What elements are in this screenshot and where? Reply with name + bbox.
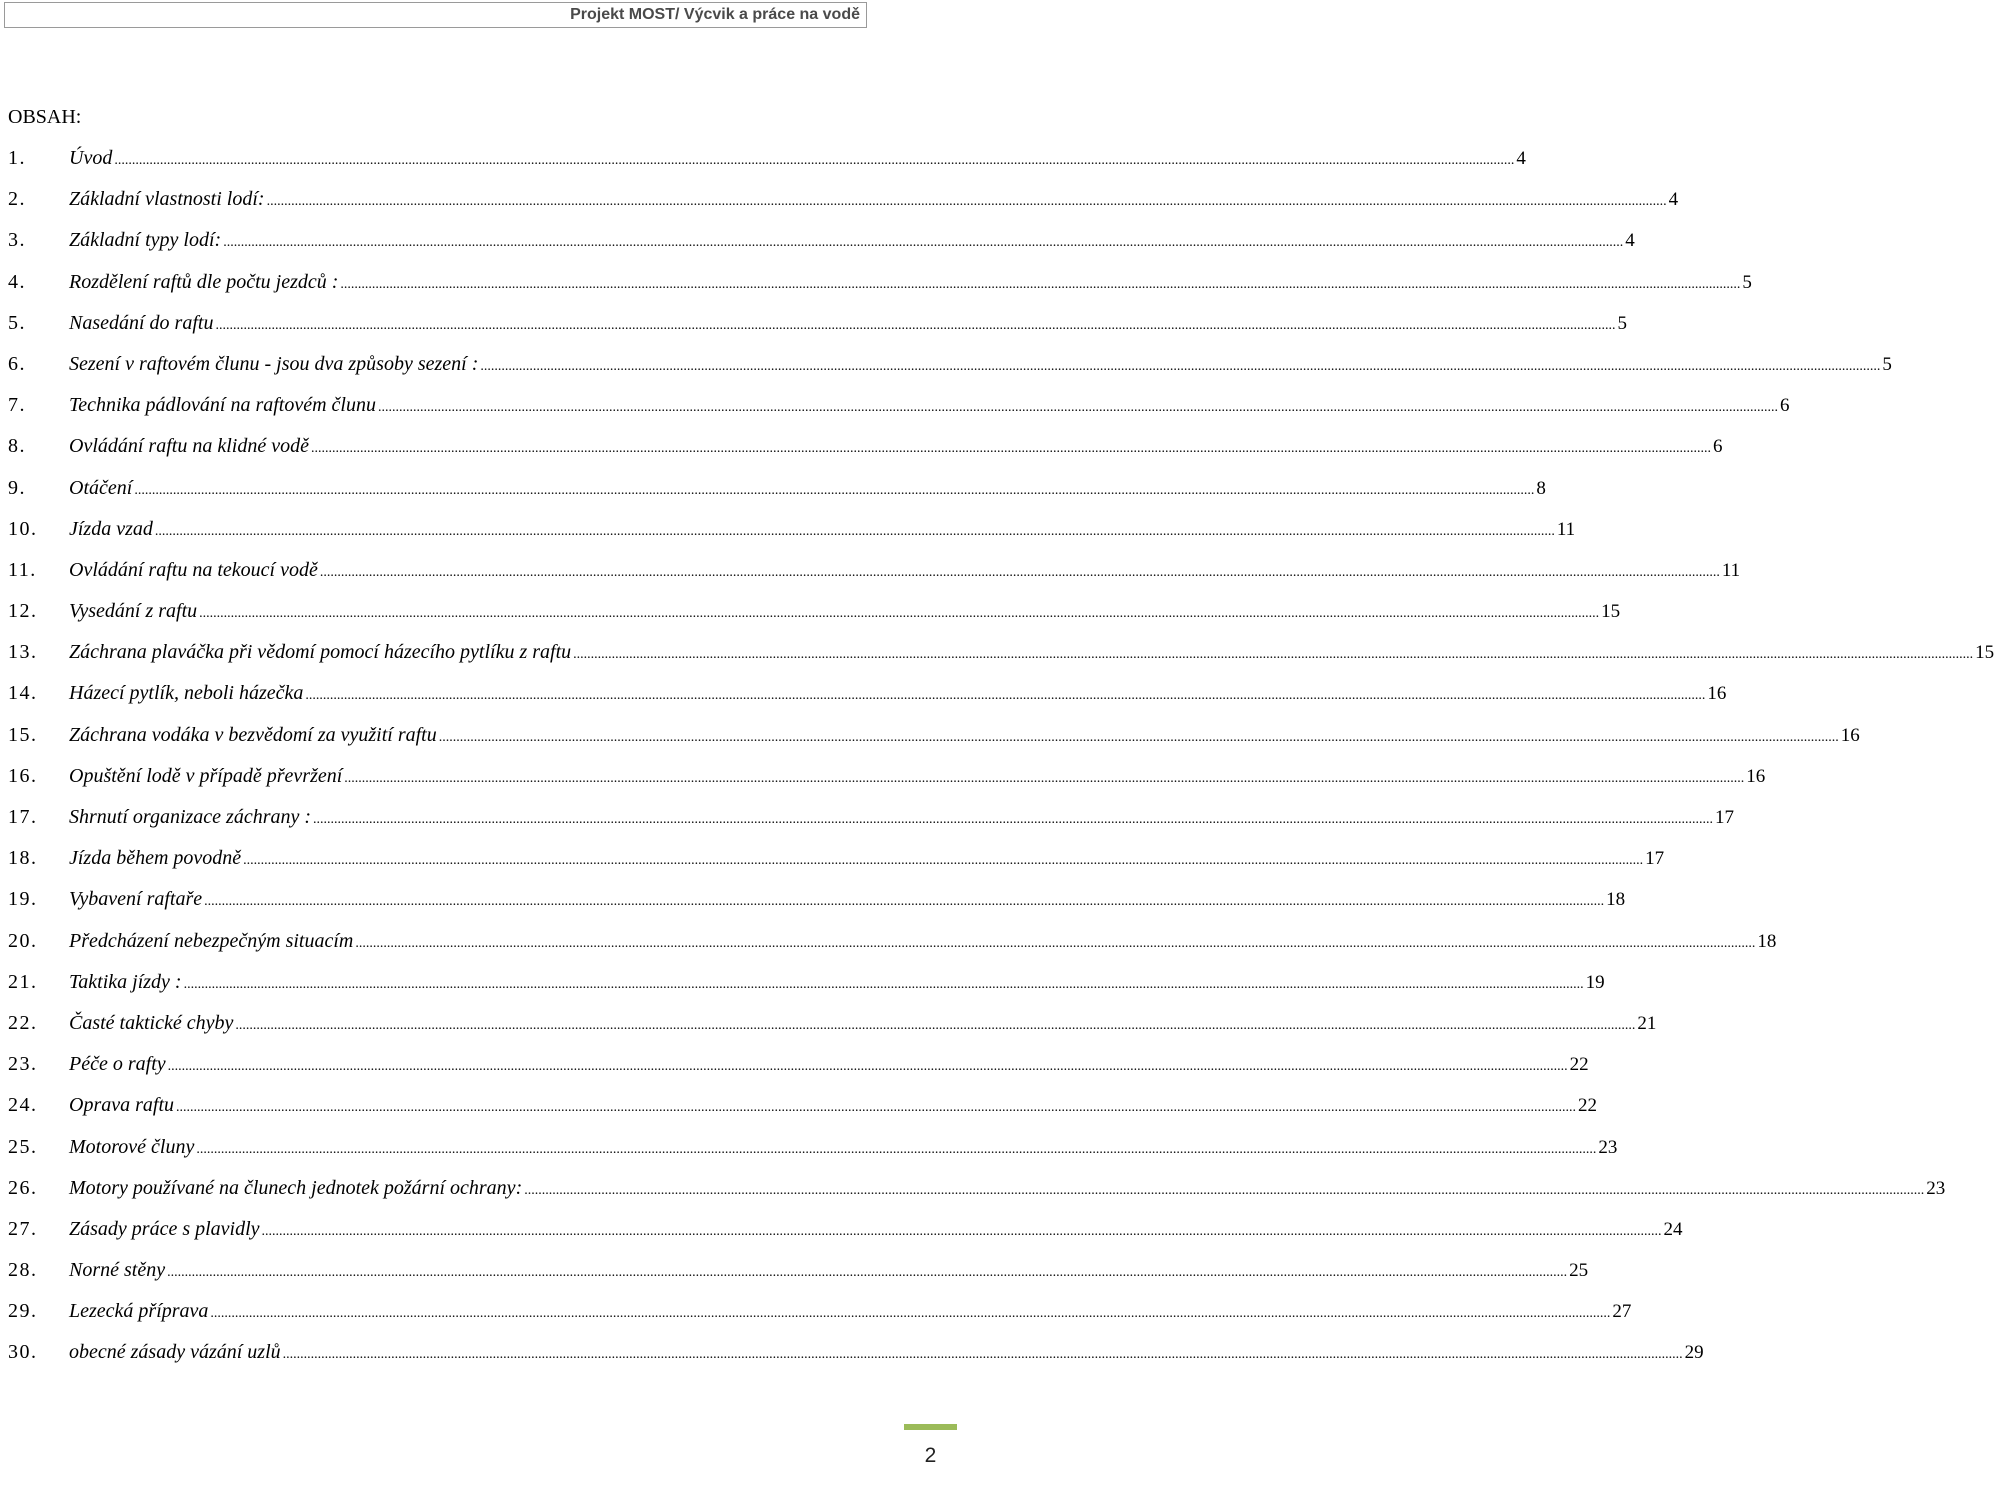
toc-entry-page: 5 [1742, 271, 1752, 293]
toc-entry[interactable] [8, 1209, 1683, 1250]
toc-entry-title[interactable]: Vysedání z raftu [69, 600, 198, 623]
toc-entry-line [69, 1003, 1657, 1046]
toc-dot-leader: ................................................................................................................................................................................................................................................................................................................................................................................................................ [266, 194, 1667, 210]
toc-dot-leader: ................................................................................................................................................................................................................................................................................................................................................................................................................ [154, 523, 1555, 539]
toc-entry-title[interactable]: Časté taktické chyby [69, 1011, 234, 1034]
toc-entry-number: 13. [8, 641, 38, 664]
toc-entry-line [69, 550, 1741, 593]
toc-dot-leader: ................................................................................................................................................................................................................................................................................................................................................................................................................ [235, 1017, 1636, 1033]
toc-entry-page: 19 [1585, 971, 1605, 993]
toc-dot-leader: ................................................................................................................................................................................................................................................................................................................................................................................................................ [310, 441, 1711, 457]
toc-entry-number: 23. [8, 1053, 38, 1076]
toc-entry-number: 18. [8, 847, 38, 870]
toc-entry-title[interactable]: Záchrana vodáka v bezvědomí za využití raftu [69, 723, 437, 746]
toc-entry[interactable] [8, 138, 1526, 179]
page-number-box [904, 1424, 957, 1482]
toc-entry[interactable] [8, 468, 1546, 509]
toc-entry-number: 30. [8, 1341, 38, 1364]
toc-dot-leader: ................................................................................................................................................................................................................................................................................................................................................................................................................ [114, 153, 1515, 168]
toc-entry[interactable] [8, 179, 1679, 220]
toc-dot-leader: ................................................................................................................................................................................................................................................................................................................................................................................................................ [344, 770, 1745, 786]
toc-entry-title[interactable]: Házecí pytlík, neboli házečka [69, 682, 304, 705]
toc-entry-title[interactable]: Zásady práce s plavidly [69, 1217, 260, 1240]
toc-entry-line [69, 1332, 1704, 1375]
toc-entry-page: 23 [1598, 1136, 1618, 1158]
page-number: 2 [924, 1444, 937, 1467]
toc-entry-number: 15. [8, 723, 38, 746]
toc-dot-leader: ................................................................................................................................................................................................................................................................................................................................................................................................................ [210, 1306, 1611, 1322]
toc-dot-leader: ................................................................................................................................................................................................................................................................................................................................................................................................................ [167, 1265, 1568, 1281]
toc-entry[interactable] [8, 1291, 1632, 1332]
toc-entry[interactable] [8, 838, 1665, 879]
toc-entry-title[interactable]: Základní vlastnosti lodí: [69, 188, 265, 211]
toc-entry-number: 16. [8, 764, 38, 787]
table-of-contents [8, 138, 1994, 1374]
toc-title: OBSAH: [8, 106, 82, 128]
toc-entry-page: 16 [1840, 724, 1860, 746]
toc-entry-title[interactable]: Jízda během povodně [69, 847, 242, 870]
toc-entry-title[interactable]: Taktika jízdy : [69, 970, 182, 993]
toc-entry-title[interactable]: Lezecká příprava [69, 1300, 209, 1323]
toc-entry-line [69, 262, 1752, 305]
toc-entry[interactable] [8, 632, 1994, 673]
toc-dot-leader: ................................................................................................................................................................................................................................................................................................................................................................................................................ [305, 688, 1706, 704]
toc-entry-line [69, 632, 1994, 675]
toc-entry-number: 24. [8, 1094, 38, 1117]
toc-entry-number: 21. [8, 970, 38, 993]
toc-entry[interactable] [8, 797, 1735, 838]
toc-entry-line [69, 1044, 1589, 1087]
toc-entry-line [69, 468, 1546, 511]
toc-entry-title[interactable]: Vybavení raftaře [69, 888, 203, 911]
toc-entry-page: 8 [1536, 477, 1546, 499]
toc-entry-number: 7. [8, 394, 26, 417]
toc-entry-title[interactable]: Rozdělení raftů dle počtu jezdců : [69, 270, 339, 293]
toc-entry-title[interactable]: Základní typy lodí: [69, 229, 222, 252]
toc-dot-leader: ................................................................................................................................................................................................................................................................................................................................................................................................................ [243, 853, 1644, 869]
toc-entry-title[interactable]: Norné stěny [69, 1259, 166, 1282]
toc-entry-line [69, 962, 1605, 1005]
toc-entry-number: 4. [8, 270, 26, 293]
toc-entry[interactable] [8, 1250, 1589, 1291]
toc-dot-leader: ................................................................................................................................................................................................................................................................................................................................................................................................................ [438, 729, 1839, 745]
toc-entry-line [69, 879, 1626, 922]
toc-entry-title[interactable]: Technika pádlování na raftovém člunu [69, 394, 376, 417]
toc-entry-title[interactable]: Motory používané na člunech jednotek požární ochrany: [69, 1176, 523, 1199]
toc-entry[interactable] [8, 879, 1626, 920]
toc-entry[interactable] [8, 344, 1892, 385]
toc-entry[interactable] [8, 715, 1860, 756]
toc-entry-number: 1. [8, 147, 26, 169]
toc-entry-line [69, 426, 1723, 469]
toc-entry-number: 28. [8, 1259, 38, 1282]
toc-entry-number: 9. [8, 476, 26, 499]
toc-entry[interactable] [8, 385, 1790, 426]
toc-entry[interactable] [8, 262, 1752, 303]
toc-dot-leader: ................................................................................................................................................................................................................................................................................................................................................................................................................ [215, 317, 1616, 333]
toc-entry-title[interactable]: Sezení v raftovém člunu - jsou dva způsoby sezení : [69, 352, 479, 375]
toc-entry-line [69, 673, 1727, 716]
toc-entry[interactable] [8, 921, 1777, 962]
toc-entry[interactable] [8, 303, 1627, 344]
toc-entry-line [69, 1168, 1946, 1211]
toc-entry-page: 17 [1715, 807, 1735, 828]
toc-dot-leader: ................................................................................................................................................................................................................................................................................................................................................................................................................ [340, 276, 1741, 292]
toc-entry-line [69, 1085, 1597, 1128]
toc-dot-leader: ................................................................................................................................................................................................................................................................................................................................................................................................................ [183, 976, 1584, 992]
toc-entry[interactable] [8, 591, 1621, 632]
toc-entry-page: 4 [1625, 230, 1635, 252]
toc-entry-page: 17 [1645, 848, 1665, 870]
toc-entry-line [69, 1250, 1589, 1293]
toc-entry-line [69, 838, 1665, 881]
toc-entry-title[interactable]: Záchrana plaváčka při vědomí pomocí házecího pytlíku z raftu [69, 641, 572, 664]
toc-entry-line [69, 1127, 1618, 1170]
toc-entry-number: 2. [8, 188, 26, 211]
toc-entry-number: 3. [8, 229, 26, 252]
toc-entry-page: 24 [1663, 1218, 1683, 1240]
toc-entry[interactable] [8, 673, 1727, 714]
toc-entry-page: 5 [1882, 353, 1892, 375]
toc-dot-leader: ................................................................................................................................................................................................................................................................................................................................................................................................................ [282, 1347, 1683, 1363]
toc-entry-number: 26. [8, 1176, 38, 1199]
header-title: Projekt MOST/ Výcvik a práce na vodě [570, 6, 860, 23]
toc-entry[interactable] [8, 220, 1635, 261]
toc-entry-title[interactable]: Péče o rafty [69, 1053, 166, 1076]
toc-entry-title[interactable]: Shrnutí organizace záchrany : [69, 806, 312, 828]
toc-entry-line [69, 220, 1635, 263]
toc-entry-page: 18 [1606, 889, 1626, 911]
toc-entry-page: 6 [1780, 395, 1790, 417]
toc-entry-line [69, 179, 1679, 222]
toc-entry-page: 18 [1757, 930, 1777, 952]
toc-entry-number: 10. [8, 517, 38, 540]
toc-entry-number: 20. [8, 929, 38, 952]
toc-entry-number: 25. [8, 1135, 38, 1158]
toc-dot-leader: ................................................................................................................................................................................................................................................................................................................................................................................................................ [167, 1059, 1568, 1075]
toc-dot-leader: ................................................................................................................................................................................................................................................................................................................................................................................................................ [261, 1223, 1662, 1239]
toc-entry-number: 11. [8, 558, 37, 581]
toc-entry-page: 27 [1612, 1301, 1632, 1323]
toc-entry[interactable] [8, 962, 1605, 1003]
toc-entry-line [69, 756, 1766, 799]
toc-dot-leader: ................................................................................................................................................................................................................................................................................................................................................................................................................ [223, 235, 1624, 251]
toc-entry-title[interactable]: Nasedání do raftu [69, 311, 214, 334]
toc-entry-page: 6 [1712, 436, 1723, 458]
toc-entry-title[interactable]: Otáčení [69, 476, 133, 499]
toc-entry-page: 11 [1721, 559, 1741, 581]
toc-entry-number: 22. [8, 1011, 38, 1034]
toc-entry-page: 22 [1569, 1054, 1589, 1076]
toc-entry-number: 17. [8, 806, 38, 828]
toc-entry[interactable] [8, 1127, 1618, 1168]
toc-entry-title[interactable]: Předcházení nebezpečným situacím [69, 929, 354, 952]
toc-entry-page: 21 [1637, 1012, 1657, 1034]
toc-dot-leader: ................................................................................................................................................................................................................................................................................................................................................................................................................ [313, 812, 1714, 827]
toc-entry[interactable] [8, 426, 1723, 467]
toc-entry-number: 8. [8, 435, 26, 458]
toc-entry-line [69, 344, 1892, 387]
toc-dot-leader: ................................................................................................................................................................................................................................................................................................................................................................................................................ [199, 606, 1600, 622]
toc-entry-line [69, 138, 1526, 181]
toc-entry-title[interactable]: Ovládání raftu na klidné vodě [69, 435, 309, 458]
toc-entry-line [69, 1291, 1632, 1334]
toc-entry-number: 14. [8, 682, 38, 705]
toc-entry-number: 29. [8, 1300, 38, 1323]
toc-entry-page: 4 [1668, 189, 1679, 211]
toc-entry-page: 23 [1926, 1177, 1946, 1199]
toc-entry-number: 12. [8, 600, 38, 623]
toc-entry-number: 6. [8, 352, 26, 375]
toc-entry[interactable] [8, 1168, 1946, 1209]
toc-entry[interactable] [8, 756, 1766, 797]
toc-entry-title[interactable]: Opuštění lodě v případě převržení [69, 764, 343, 787]
toc-entry[interactable] [8, 509, 1576, 550]
toc-entry-page: 22 [1578, 1095, 1597, 1117]
toc-entry-line [69, 715, 1860, 758]
toc-dot-leader: ................................................................................................................................................................................................................................................................................................................................................................................................................ [134, 482, 1535, 498]
toc-entry[interactable] [8, 1003, 1657, 1044]
toc-dot-leader: ................................................................................................................................................................................................................................................................................................................................................................................................................ [480, 358, 1881, 374]
toc-entry[interactable] [8, 1085, 1597, 1126]
toc-entry-line [69, 509, 1576, 552]
toc-entry[interactable] [8, 1044, 1589, 1085]
toc-dot-leader: ................................................................................................................................................................................................................................................................................................................................................................................................................ [524, 1182, 1925, 1198]
toc-entry-line [69, 1209, 1683, 1252]
toc-entry-line [69, 385, 1790, 428]
toc-entry-title[interactable]: obecné zásady vázání uzlů [69, 1341, 281, 1364]
toc-entry-line [69, 591, 1621, 634]
toc-entry-title[interactable]: Oprava raftu [69, 1094, 174, 1117]
toc-entry-page: 29 [1684, 1342, 1704, 1364]
toc-dot-leader: ................................................................................................................................................................................................................................................................................................................................................................................................................ [204, 894, 1605, 910]
toc-entry-line [69, 303, 1627, 346]
toc-entry-number: 5. [8, 311, 26, 334]
toc-entry-page: 16 [1746, 765, 1766, 787]
toc-dot-leader: ................................................................................................................................................................................................................................................................................................................................................................................................................ [176, 1100, 1576, 1116]
toc-entry-page: 11 [1556, 518, 1576, 540]
toc-entry-page: 15 [1601, 601, 1621, 623]
toc-entry-title[interactable]: Ovládání raftu na tekoucí vodě [69, 558, 318, 581]
toc-entry-title[interactable]: Motorové čluny [69, 1135, 195, 1158]
toc-entry-title[interactable]: Jízda vzad [69, 517, 153, 540]
toc-entry-page: 25 [1569, 1260, 1589, 1282]
toc-entry[interactable] [8, 1332, 1704, 1373]
toc-entry-number: 27. [8, 1217, 38, 1240]
toc-entry[interactable] [8, 550, 1741, 591]
toc-entry-line [69, 921, 1777, 964]
toc-entry-page: 16 [1707, 683, 1727, 705]
toc-entry-line [69, 797, 1735, 840]
toc-entry-title[interactable]: Úvod [69, 147, 113, 169]
toc-dot-leader: ................................................................................................................................................................................................................................................................................................................................................................................................................ [196, 1141, 1597, 1157]
page-header [4, 2, 867, 28]
toc-entry-page: 4 [1516, 148, 1526, 169]
toc-dot-leader: ................................................................................................................................................................................................................................................................................................................................................................................................................ [378, 400, 1778, 416]
toc-dot-leader: ................................................................................................................................................................................................................................................................................................................................................................................................................ [355, 935, 1756, 951]
toc-entry-number: 19. [8, 888, 38, 911]
toc-entry-page: 5 [1617, 312, 1627, 334]
toc-entry-page: 15 [1975, 642, 1994, 664]
toc-dot-leader: ................................................................................................................................................................................................................................................................................................................................................................................................................ [319, 564, 1720, 580]
toc-dot-leader: ................................................................................................................................................................................................................................................................................................................................................................................................................ [573, 647, 1974, 663]
